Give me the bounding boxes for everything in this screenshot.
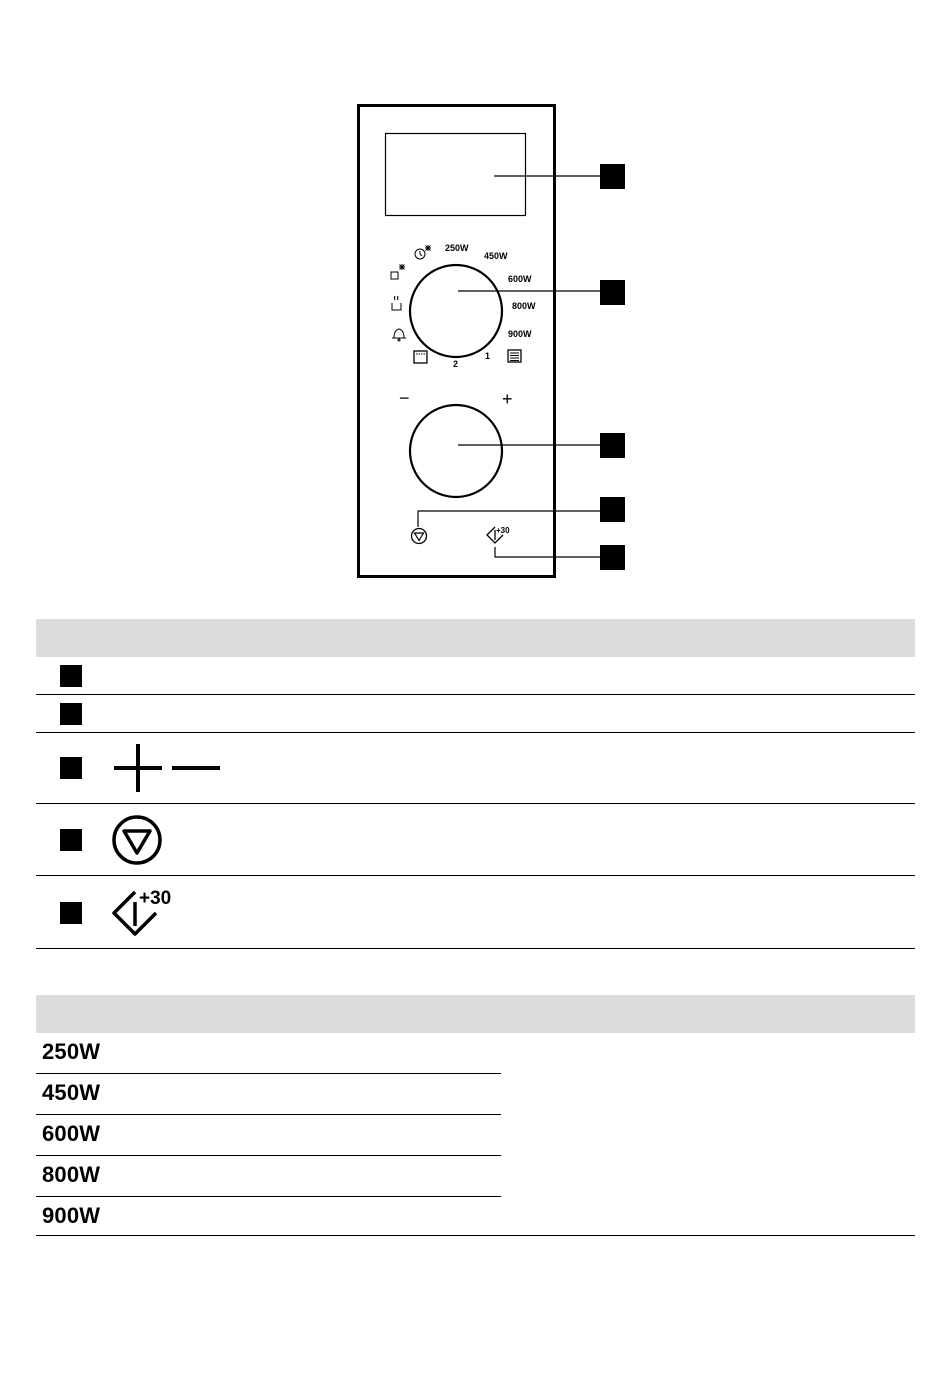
steam-cook-icon [392,296,401,310]
row-marker [60,757,82,779]
callout-marker-display [600,164,625,189]
power-selector-knob[interactable] [410,265,502,357]
plus-minus-icon [110,743,222,793]
controls-row-stop [36,804,915,876]
row-marker [60,829,82,851]
dial-label-grill-2: 2 [453,359,459,369]
start-plus30-button[interactable] [487,526,510,543]
defrost-time-icon [415,245,431,259]
dial-label-450w: 450W [484,251,508,261]
dial-label-250w: 250W [445,243,469,253]
dial-label-800w: 800W [512,301,536,311]
callout-marker-stop [600,497,625,522]
controls-row-start [36,876,915,949]
power-table [36,995,915,1237]
controls-row-display [36,657,915,695]
display-screen [386,134,526,216]
row-marker [60,902,82,924]
power-table-header [36,995,915,1033]
minus-symbol: − [399,388,410,408]
table-bottom-rule [36,1235,915,1236]
plus-symbol: + [502,389,513,409]
start-plus30-icon-label: +30 [139,888,172,909]
controls-row-time-knob [36,733,915,804]
power-row [36,1074,501,1115]
power-row [36,1197,501,1237]
power-label-250w: 250W [42,1039,101,1064]
power-row [36,1115,501,1156]
row-marker [60,665,82,687]
stop-icon [111,814,163,866]
dial-label-grill-1: 1 [485,351,491,361]
start-plus30-label: +30 [496,526,510,535]
time-selector-knob[interactable] [410,405,502,497]
grill-oven-icon [414,351,427,363]
bell-timer-icon [392,329,406,341]
power-label-900w: 900W [42,1203,101,1228]
dial-label-900w: 900W [508,329,532,339]
power-row [36,1156,501,1197]
callout-marker-power-knob [600,280,625,305]
controls-table-header [36,619,915,657]
power-row [36,1033,501,1074]
combi-grill-icon [508,350,521,362]
stop-button[interactable] [412,529,427,544]
controls-row-power-knob [36,695,915,733]
power-label-800w: 800W [42,1162,101,1187]
power-label-450w: 450W [42,1080,101,1105]
callout-marker-start [600,545,625,570]
dial-label-600w: 600W [508,274,532,284]
start-plus30-icon [109,882,189,942]
power-label-600w: 600W [42,1121,101,1146]
callout-marker-time-knob [600,433,625,458]
control-panel-diagram [0,0,950,600]
defrost-weight-icon [391,264,405,279]
controls-table [36,619,915,949]
row-marker [60,703,82,725]
